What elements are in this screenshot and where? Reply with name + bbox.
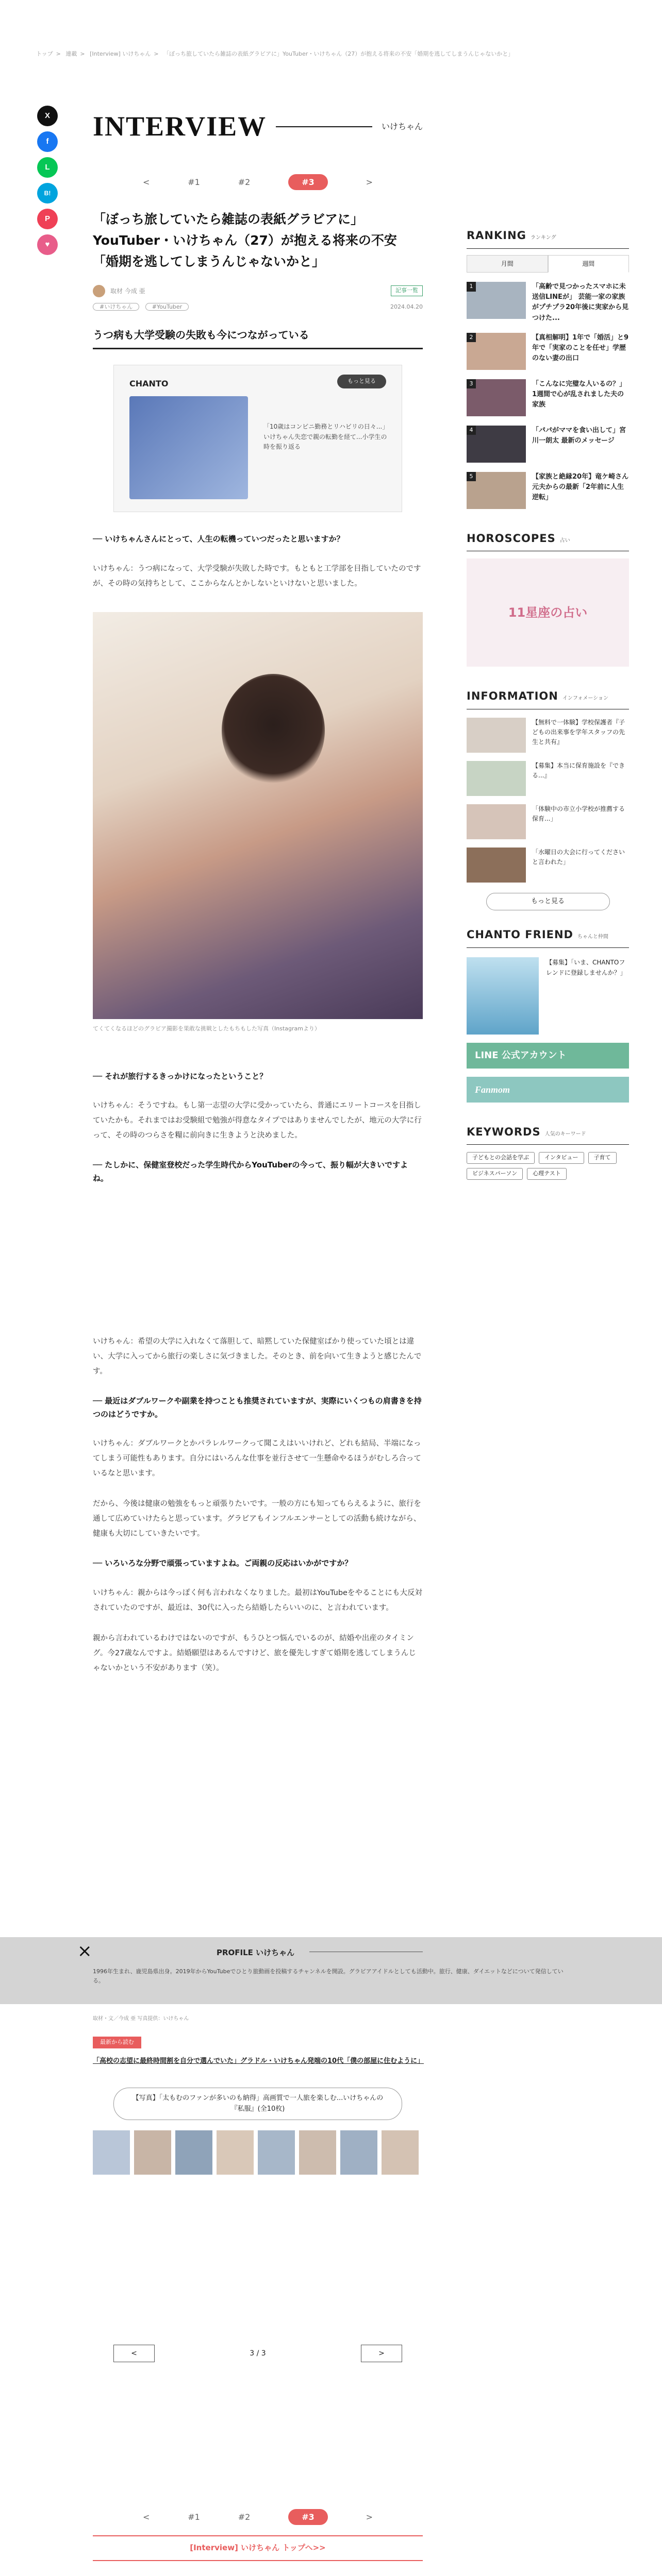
info-item[interactable] xyxy=(467,848,629,883)
breadcrumb-item[interactable]: [Interview] いけちゃん xyxy=(90,50,151,57)
bottom-series xyxy=(93,2509,423,2561)
gallery-thumb[interactable] xyxy=(134,2130,171,2175)
heading-jp: 人気のキーワード xyxy=(544,1131,586,1137)
pager-item[interactable]: #1 xyxy=(188,2512,200,2522)
friend-heading xyxy=(467,926,629,948)
tab-weekly[interactable]: 週間 xyxy=(548,255,630,273)
photo-gallery-button[interactable]: 【写真】「太もむのファンが多いのも納得」高画質で一人旅を楽しむ...いけちゃんの『私服』(全10枚) xyxy=(113,2088,402,2121)
horoscope-banner[interactable]: 11星座の占い xyxy=(467,558,629,667)
info-item[interactable] xyxy=(467,718,629,753)
friend-card[interactable] xyxy=(467,957,629,1035)
keywords-heading xyxy=(467,1123,629,1145)
pocket-icon[interactable]: P xyxy=(37,209,58,229)
answer: いけちゃん：うつ病になって、大学受験が失敗した時です。もともと工学部を目指していたのですが、その時の気持ちとして、ここからなんとかしないといけないと思いました。 xyxy=(93,564,421,588)
pager-next[interactable]: > xyxy=(366,177,373,187)
question: ── 最近はダブルワークや副業を持つことも推奨されていますが、実際にいくつもの肩書きを持つのはどうですか。 xyxy=(93,1396,422,1419)
question: ── いけちゃんさんにとって、人生の転機っていつだったと思いますか？ xyxy=(93,534,344,544)
answer: 親から言われているわけではないのですが、もうひとつ悩んでいるのが、結婚や出産のタイミング。今27歳なんですよ。結婚願望はあるんですけど、旅を優先しすぎて婚期を逃してしまうんじゃないかという不安があります（笑）。 xyxy=(93,1634,416,1672)
keyword-tag[interactable]: 子どもとの会話を学ぶ xyxy=(467,1152,535,1164)
ranking-item[interactable] xyxy=(467,282,629,324)
answer: いけちゃん：そうですね。もし第一志望の大学に受かっていたら、普通にエリートコースを目指していたかも。それまではお受験組で勉強が得意なタイプではありませんでしたが、地元の大学に行って、その時のつらさを糧に前向きに生きようと決めました。 xyxy=(93,1101,422,1140)
keyword-list xyxy=(467,1152,629,1179)
pager-prev[interactable]: < xyxy=(142,177,150,187)
pager-next[interactable]: > xyxy=(366,2512,373,2522)
answer: いけちゃん：希望の大学に入れなくて落胆して、暗黙していた保健室ばかり使っていた頃とは違い、大学に入ってから旅行の楽しさに気づきました。そのとき、前を向いて生きようと感じたんです。 xyxy=(93,1337,422,1376)
heading-jp: ランキング xyxy=(530,235,556,241)
friend-image xyxy=(467,957,539,1035)
ranking-title: 「こんなに完璧な人いるの？」1週間で心が乱されました夫の家族 xyxy=(532,380,626,409)
ranking-thumb: 3 xyxy=(467,379,526,416)
pager-item-active[interactable]: #3 xyxy=(288,2509,328,2525)
question: ── いろいろな分野で頑張っていますよね。ご両親の反応はいかがですか？ xyxy=(93,1558,353,1568)
gallery-thumb[interactable] xyxy=(299,2130,336,2175)
heading-jp: ちゃんと仲間 xyxy=(577,934,608,940)
pager-item[interactable]: #1 xyxy=(188,177,200,187)
horoscope-heading xyxy=(467,530,629,552)
embed-logo: CHANTO xyxy=(129,379,169,389)
facebook-icon[interactable]: f xyxy=(37,131,58,152)
tag-row xyxy=(93,302,423,312)
page-number: 3 / 3 xyxy=(250,2349,266,2358)
info-item[interactable] xyxy=(467,804,629,839)
gallery-thumb[interactable] xyxy=(340,2130,377,2175)
list-badge[interactable]: 記事一覧 xyxy=(391,285,423,296)
gallery-thumb[interactable] xyxy=(258,2130,295,2175)
episode-pager-bottom xyxy=(93,2509,423,2525)
hatena-icon[interactable]: B! xyxy=(37,183,58,204)
ranking-tabs xyxy=(467,255,629,273)
pager-prev[interactable]: < xyxy=(142,2512,150,2522)
episode-pager xyxy=(93,174,423,190)
line-icon[interactable]: L xyxy=(37,157,58,178)
info-title: 「体験中の市立小学校が推薦する保育...」 xyxy=(532,805,625,823)
embed-caption: 「10歳はコンビニ勤務とリハビリの日々...」いけちゃん失恋で親の転勤を経て...小学生の時を振り返る xyxy=(263,423,387,450)
ranking-item[interactable] xyxy=(467,379,629,416)
breadcrumb-item[interactable]: 連載 xyxy=(65,50,77,57)
embed-more-button[interactable]: もっと見る xyxy=(337,375,386,388)
keyword-tag[interactable]: ビジネスパーソン xyxy=(467,1168,523,1180)
heading-en: HOROSCOPES xyxy=(467,532,556,545)
series-header xyxy=(93,103,423,150)
friend-text: 【募集】「いま、CHANTOフレンドに登録しませんか？」 xyxy=(546,958,626,977)
pager-item[interactable]: #2 xyxy=(238,177,251,187)
title-line: 「婚期を逃してしまうんじゃないかと」 xyxy=(93,254,325,269)
series-person: いけちゃん xyxy=(381,122,423,132)
page-prev-button[interactable]: < xyxy=(113,2345,155,2362)
gallery-thumb[interactable] xyxy=(175,2130,212,2175)
tab-monthly[interactable]: 月間 xyxy=(467,255,548,273)
line-banner[interactable]: LINE 公式アカウント xyxy=(467,1043,629,1069)
ranking-heading xyxy=(467,227,629,249)
article-photo xyxy=(93,612,423,1019)
fanmom-banner[interactable]: Fanmom xyxy=(467,1077,629,1103)
heading-en: RANKING xyxy=(467,229,526,242)
title-line: YouTuber・いけちゃん（27）が抱える将来の不安 xyxy=(93,233,397,248)
pager-item[interactable]: #2 xyxy=(238,2512,251,2522)
next-label: 最新から読む xyxy=(93,2037,141,2048)
breadcrumb: トップ > 連載 > [Interview] いけちゃん > 「ぼっち旅していたら雑誌の表紙グラビアに」YouTuber・いけちゃん（27）が抱える将来の不安「婚期を逃してしまうんじゃないかと」 xyxy=(36,50,514,57)
info-title: 「水曜日の大会に行ってくださいと言われた」 xyxy=(532,849,625,866)
gallery-strip xyxy=(93,2130,423,2175)
embedded-card[interactable] xyxy=(113,365,402,512)
ranking-thumb: 4 xyxy=(467,426,526,463)
gallery-thumb[interactable] xyxy=(217,2130,254,2175)
ranking-item[interactable] xyxy=(467,472,629,509)
title-line: 「ぼっち旅していたら雑誌の表紙グラビアに」 xyxy=(93,211,364,227)
keyword-tag[interactable]: 心理テスト xyxy=(527,1168,567,1180)
close-icon[interactable]: × xyxy=(77,1941,92,1961)
question: ── たしかに、保健室登校だった学生時代からYouTuberの今って、振り幅が大きいですよね。 xyxy=(93,1160,408,1183)
after-article xyxy=(93,2014,423,2362)
ranking-title: 【真相解明】1年で「婚活」と9年で「実家のことを任せ」学歴のない妻の出口 xyxy=(532,333,629,362)
author xyxy=(93,285,145,297)
section-heading: うつ病も大学受験の失敗も今につながっている xyxy=(93,326,423,349)
article-meta xyxy=(93,285,423,297)
ranking-title: 「高齢で見つかったスマホに未送信LINEが」 芸能一家の家族がプチプラ20年後に実家から見つけた... xyxy=(532,283,629,322)
question: ── それが旅行するきっかけになったということ？ xyxy=(93,1071,268,1081)
pager-item-active[interactable]: #3 xyxy=(288,174,328,190)
next-article-link[interactable]: 「高校の志望に最終時間割を自分で選んでいた」グラドル・いけちゃん発端の10代「僕の部屋に住むように」 xyxy=(93,2057,424,2065)
series-label: INTERVIEW xyxy=(93,111,267,142)
ranking-title: 【家族と絶縁20年】竜ケ崎さん 元夫からの最新「2年前に人生逆転」 xyxy=(532,472,629,501)
breadcrumb-current: 「ぼっち旅していたら雑誌の表紙グラビアに」YouTuber・いけちゃん（27）が抱える将来の不安「婚期を逃してしまうんじゃないかと」 xyxy=(163,50,514,57)
info-thumb xyxy=(467,761,526,796)
breadcrumb-item[interactable]: トップ xyxy=(36,50,53,57)
tag[interactable]: #いけちゃん xyxy=(93,303,139,311)
author-name[interactable]: 取材 今成 亜 xyxy=(110,287,145,295)
answer: いけちゃん：親からは今っぽく何も言われなくなりました。最初はYouTubeをやることにも大反対されていたのですが、最近は、30代に入ったら結婚したらいいのに、と言われています。 xyxy=(93,1588,422,1612)
profile-title: PROFILE いけちゃん xyxy=(217,1948,295,1957)
article-title xyxy=(93,209,423,273)
profile-desc: 1996年生まれ、鹿児島県出身。2019年からYouTubeでひとり旅動画を投稿するチャンネルを開設。グラビアアイドルとしても活動中。旅行、健康、ダイエットなどについて発信している。 xyxy=(93,1968,564,1984)
gallery-thumb[interactable] xyxy=(93,2130,130,2175)
heading-jp: インフォメーション xyxy=(562,696,608,702)
article-main xyxy=(93,103,423,1676)
keyword-tag[interactable]: インタビュー xyxy=(539,1152,584,1164)
ranking-thumb: 1 xyxy=(467,282,526,319)
ranking-item[interactable] xyxy=(467,333,629,370)
page-next-button[interactable]: > xyxy=(361,2345,402,2362)
info-title: 【募集】本当に保育施設を『できる...』 xyxy=(532,762,625,779)
info-thumb xyxy=(467,804,526,839)
publish-date: 2024.04.20 xyxy=(390,303,423,310)
series-top-link[interactable]: [Interview] いけちゃん トップへ>> xyxy=(93,2535,423,2561)
more-button[interactable]: もっと見る xyxy=(486,893,610,910)
answer: いけちゃん：ダブルワークとかパラレルワークって聞こえはいいけれど、どれも結局、半端になってしまう可能性もあります。自分にはいろんな仕事を並行させて一生懸命やるほうがむしろ合っているなと思います。 xyxy=(93,1439,421,1478)
divider xyxy=(276,126,372,127)
info-item[interactable] xyxy=(467,761,629,796)
page-nav xyxy=(93,2345,423,2362)
ranking-title: 「パパがママを食い出して」宮川一朗太 最新のメッセージ xyxy=(532,426,626,445)
information-heading xyxy=(467,687,629,709)
info-title: 【無料で一体験】学校保護者『子どもの出来事を学年スタッフの先生と共有』 xyxy=(532,719,625,746)
keyword-tag[interactable]: 子育て xyxy=(588,1152,617,1164)
heading-en: CHANTO FRIEND xyxy=(467,928,573,941)
sidebar xyxy=(467,227,629,1180)
gallery-thumb[interactable] xyxy=(382,2130,419,2175)
answer: だから、今後は健康の勉強をもっと頑張りたいです。一般の方にも知ってもらえるように、旅行を通して広めていけたらと思っています。グラビアもインフルエンサーとしての活動も続けながら、健康も大切にしていきたいです。 xyxy=(93,1500,421,1538)
info-thumb xyxy=(467,718,526,753)
ranking-item[interactable] xyxy=(467,426,629,463)
heading-en: KEYWORDS xyxy=(467,1125,541,1138)
avatar xyxy=(93,285,105,297)
ranking-thumb: 2 xyxy=(467,333,526,370)
heading-jp: 占い xyxy=(559,537,570,544)
embed-image xyxy=(129,396,248,499)
info-thumb xyxy=(467,848,526,883)
share-rail xyxy=(37,106,58,260)
credits: 取材・文／今成 亜 写真提供：いけちゃん xyxy=(93,2016,189,2022)
tag[interactable]: #YouTuber xyxy=(145,303,189,311)
bookmark-icon[interactable]: ♥ xyxy=(37,234,58,255)
x-icon[interactable]: X xyxy=(37,106,58,126)
photo-caption: てくてくなるほどのグラビア撮影を果敢な挑戦としたもちもした写真（Instagramより） xyxy=(93,1025,320,1032)
ranking-thumb: 5 xyxy=(467,472,526,509)
profile-overlay xyxy=(0,1937,662,2004)
heading-en: INFORMATION xyxy=(467,690,558,703)
